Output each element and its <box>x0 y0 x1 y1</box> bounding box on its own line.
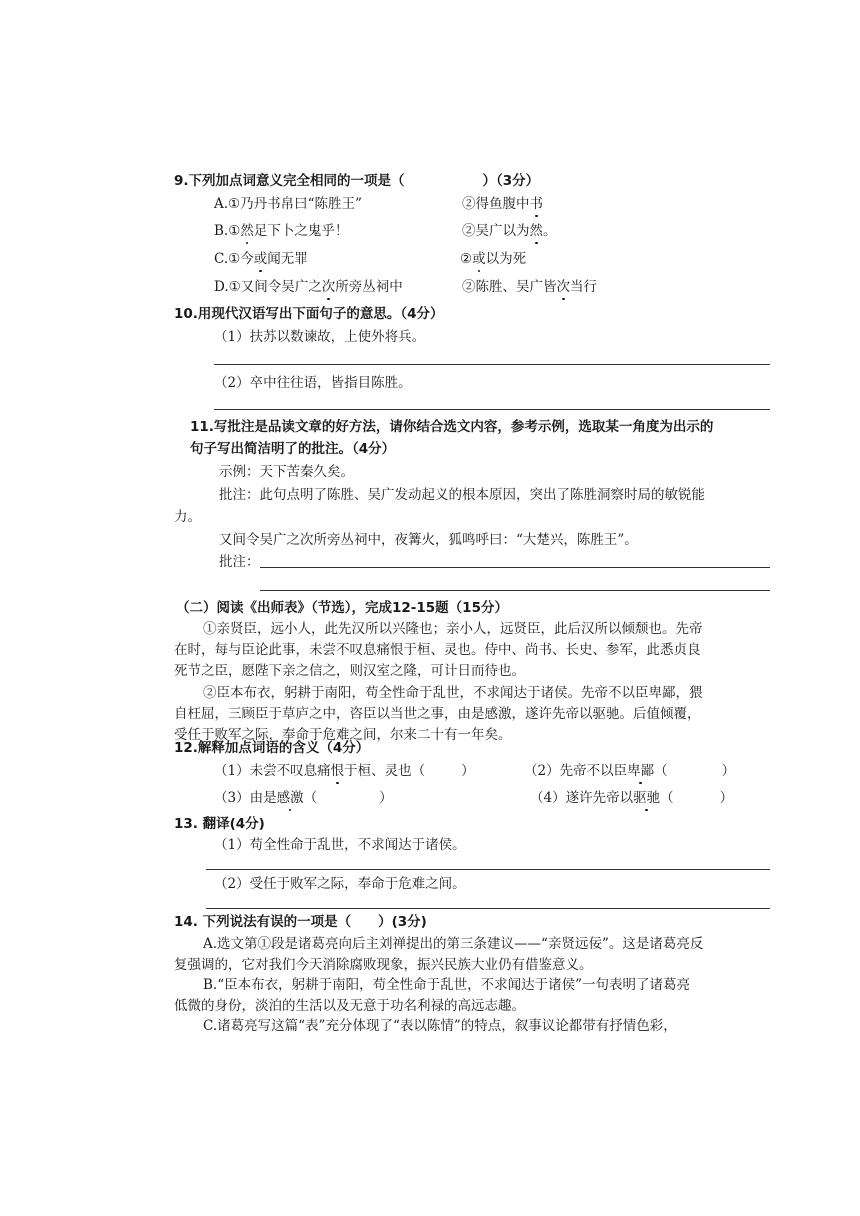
q13-answer-line-2 <box>206 908 770 909</box>
q14-option-c-line-1: C.诸葛亮写这篇“表”充分体现了“表以陈情”的特点，叙事议论都带有抒情色彩， <box>203 1018 677 1034</box>
q11-example: 示例：天下苦秦久矣。 <box>219 464 354 480</box>
q14-title: 14. 下列说法有误的一项是（ ）(3分) <box>174 914 427 930</box>
q11-sentence: 又间令吴广之次所旁丛祠中，夜篝火，狐鸣呼曰：“大楚兴，陈胜王”。 <box>219 532 638 548</box>
section2-p1-line-1: ①亲贤臣，远小人，此先汉所以兴隆也；亲小人，远贤臣，此后汉所以倾颓也。先帝 <box>203 621 703 637</box>
q11-answer-label: 批注： <box>219 554 260 570</box>
section2-p1-line-3: 死节之臣，愿陛下亲之信之，则汉室之隆，可计日而待也。 <box>174 663 525 679</box>
q12-item-3: （3）由是感激（ ） <box>214 790 393 806</box>
q9-option-c-left: C.①今或闻无罪 <box>214 251 308 267</box>
section2-title: （二）阅读《出师表》（节选），完成12-15题（15分） <box>176 600 508 616</box>
section2-p2-line-2: 自枉屈，三顾臣于草庐之中，咨臣以当世之事，由是感激，遂许先帝以驱驰。后值倾覆， <box>174 706 701 722</box>
q12-item-1: （1）未尝不叹息痛恨于桓、灵也（ ） <box>214 763 475 779</box>
q11-answer-line-1 <box>260 567 770 568</box>
q9-option-a-right: ②得鱼腹中书 <box>462 196 543 212</box>
q13-sentence-2: （2）受任于败军之际，奉命于危难之间。 <box>214 876 466 892</box>
q11-note-line-1: 批注：此句点明了陈胜、吴广发动起义的根本原因，突出了陈胜洞察时局的敏锐能 <box>219 487 705 503</box>
q9-option-a-left: A.①乃丹书帛曰“陈胜王” <box>214 196 362 212</box>
q13-title: 13. 翻译(4分) <box>174 816 265 832</box>
q10-answer-line-2 <box>214 409 770 410</box>
section2-p2-line-3: 受任于败军之际，奉命于危难之间，尔来二十有一年矣。 <box>174 727 512 743</box>
q14-option-a-line-1: A.选文第①段是诸葛亮向后主刘禅提出的第三条建议——“亲贤远佞”。这是诸葛亮反 <box>203 936 704 952</box>
q13-sentence-1: （1）苟全性命于乱世，不求闻达于诸侯。 <box>214 837 466 853</box>
q14-option-a-line-2: 复强调的，它对我们今天消除腐败现象，振兴民族大业仍有借鉴意义。 <box>174 957 593 973</box>
q12-title: 12.解释加点词语的含义（4分） <box>174 740 370 756</box>
q9-option-b-left: B.①然足下卜之鬼乎！ <box>214 223 349 239</box>
q11-title-line-2: 句子写出简洁明了的批注。（4分） <box>190 441 396 457</box>
q9-option-d-left: D.①又间令吴广之次所旁丛祠中 <box>214 279 403 295</box>
q10-sentence-2: （2）卒中往往语，皆指目陈胜。 <box>214 375 412 391</box>
q9-option-b-right: ②吴广以为然。 <box>462 223 557 239</box>
q14-option-b-line-2: 低微的身份，淡泊的生活以及无意于功名利禄的高远志趣。 <box>174 998 525 1014</box>
section2-p1-line-2: 在时，每与臣论此事，未尝不叹息痛恨于桓、灵也。侍中、尚书、长史、参军，此悉贞良 <box>174 642 701 658</box>
section2-p2-line-1: ②臣本布衣，躬耕于南阳，苟全性命于乱世，不求闻达于诸侯。先帝不以臣卑鄙，猥 <box>203 685 703 701</box>
q11-note-line-2: 力。 <box>174 509 201 525</box>
q12-item-2: （2）先帝不以臣卑鄙（ ） <box>524 763 736 779</box>
q10-sentence-1: （1）扶苏以数谏故，上使外将兵。 <box>214 329 426 345</box>
q9-option-c-right: ②或以为死 <box>460 251 527 267</box>
q11-title-line-1: 11.写批注是品读文章的好方法，请你结合选文内容，参考示例，选取某一角度为出示的 <box>190 419 714 435</box>
q9-option-d-right: ②陈胜、吴广皆次当行 <box>462 279 597 295</box>
q14-option-b-line-1: B.“臣本布衣，躬耕于南阳，苟全性命于乱世，不求闻达于诸侯”一句表明了诸葛亮 <box>203 977 691 993</box>
q12-item-4: （4）遂许先帝以驱驰（ ） <box>530 790 734 806</box>
q10-answer-line-1 <box>214 364 770 365</box>
q9-title: 9.下列加点词意义完全相同的一项是（ ）（3分） <box>174 173 540 189</box>
q10-title: 10.用现代汉语写出下面句子的意思。（4分） <box>174 306 444 322</box>
q11-answer-line-2 <box>260 590 770 591</box>
q13-answer-line-1 <box>206 869 770 870</box>
